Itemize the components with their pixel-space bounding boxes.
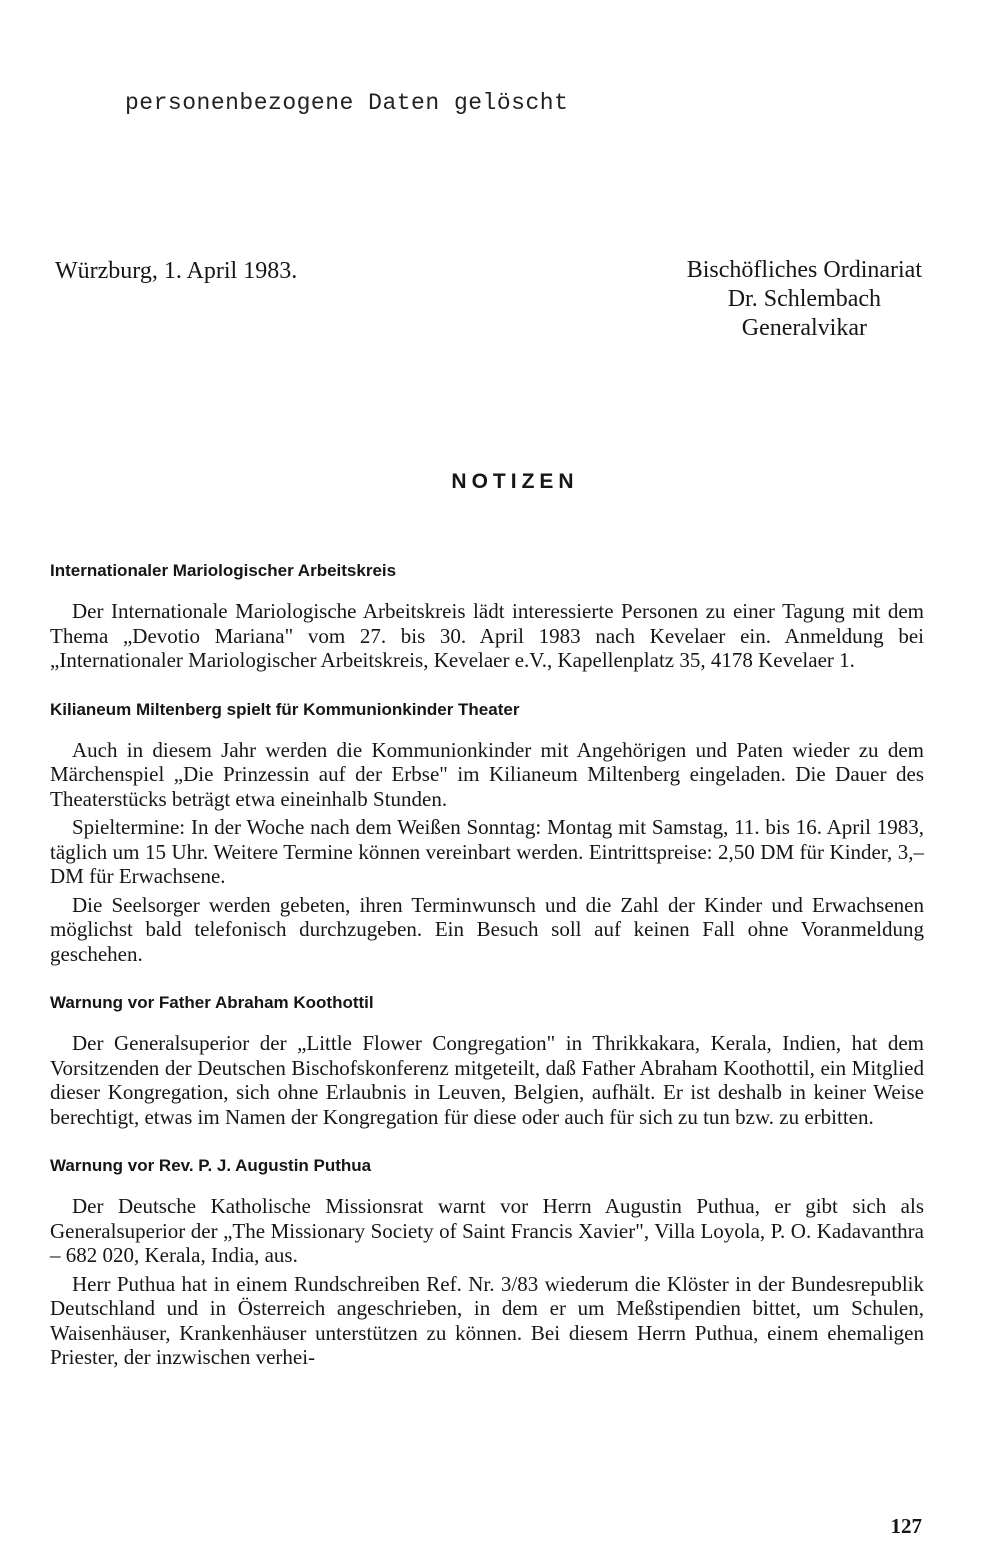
note-puthua bbox=[50, 1155, 924, 1370]
note-paragraph: Der Generalsuperior der „Little Flower Congregation" in Thrikkakara, Kerala, Indien, hat dem Vorsitzenden der Deutschen Bischofskonferenz mitgeteilt, daß Father Abraham Koothottil, ein Mitglied dieser Kongregation, sich ohne Erlaubnis in Leuven, Belgien, aufhält. Er ist deshalb in keiner Weise berechtigt, etwas im Namen der Kongregation für diese oder auch für sich zu tun bzw. zu erbitten. bbox=[50, 1031, 924, 1129]
redaction-stamp: personenbezogene Daten gelöscht bbox=[125, 90, 569, 116]
note-paragraph: Der Deutsche Katholische Missionsrat warnt vor Herrn Augustin Puthua, er gibt sich als Generalsuperior der „The Missionary Society of Saint Francis Xavier", Villa Loyola, P. O. Kadavanthra – 682 020, Kerala, India, aus. bbox=[50, 1194, 924, 1267]
note-paragraph: Spieltermine: In der Woche nach dem Weißen Sonntag: Montag mit Samstag, 11. bis 16. April 1983, täglich um 15 Uhr. Weitere Termine können vereinbart werden. Eintrittspreise: 2,50 DM für Kinder, 3,– DM für Erwachsene. bbox=[50, 815, 924, 888]
signature-title: Generalvikar bbox=[741, 315, 867, 341]
section-heading: NOTIZEN bbox=[451, 470, 579, 493]
place-date: Würzburg, 1. April 1983. bbox=[55, 258, 298, 284]
note-paragraph: Die Seelsorger werden gebeten, ihren Terminwunsch und die Zahl der Kinder und Erwachsenen möglichst bald telefonisch durchzugeben. Ein Besuch soll auf keinen Fall ohne Voranmeldung geschehen. bbox=[50, 892, 924, 966]
note-mariological bbox=[50, 560, 924, 673]
note-paragraph: Herr Puthua hat in einem Rundschreiben Ref. Nr. 3/83 wiederum die Klöster in der Bundesrepublik Deutschland und in Österreich angeschrieben, in dem er um Meßstipendien bittet, um Schulen, Waisenhäuser, Krankenhäuser unterstützen zu können. Bei diesem Herrn Puthua, einem ehemaligen Priester, der inzwischen verhei- bbox=[50, 1271, 924, 1369]
note-paragraph: Der Internationale Mariologische Arbeitskreis lädt interessierte Personen zu einer Tagung mit dem Thema „Devotio Mariana" vom 27. bis 30. April 1983 nach Kevelaer ein. Anmeldung bei „Internationaler Mariologischer Arbeitskreis, Kevelaer e.V., Kapellenplatz 35, 4178 Kevelaer 1. bbox=[50, 599, 924, 672]
note-paragraph: Auch in diesem Jahr werden die Kommunionkinder mit Angehörigen und Paten wieder zu dem Märchenspiel „Die Prinzessin auf der Erbse" im Kilianeum Miltenberg eingeladen. Die Dauer des Theaterstücks beträgt etwa eineinhalb Stunden. bbox=[50, 737, 924, 811]
notes-list bbox=[50, 560, 924, 1396]
note-title: Warnung vor Rev. P. J. Augustin Puthua bbox=[50, 1156, 372, 1175]
note-title: Warnung vor Father Abraham Koothottil bbox=[50, 993, 374, 1012]
note-title: Internationaler Mariologischer Arbeitskreis bbox=[50, 561, 397, 580]
signature-block bbox=[687, 256, 922, 343]
note-title: Kilianeum Miltenberg spielt für Kommunionkinder Theater bbox=[50, 699, 520, 719]
page-number: 127 bbox=[890, 1514, 922, 1538]
note-koothottil bbox=[50, 992, 924, 1129]
note-kilianeum bbox=[50, 699, 924, 967]
signature-name: Dr. Schlembach bbox=[727, 286, 882, 312]
signature-office: Bischöfliches Ordinariat bbox=[686, 257, 922, 283]
